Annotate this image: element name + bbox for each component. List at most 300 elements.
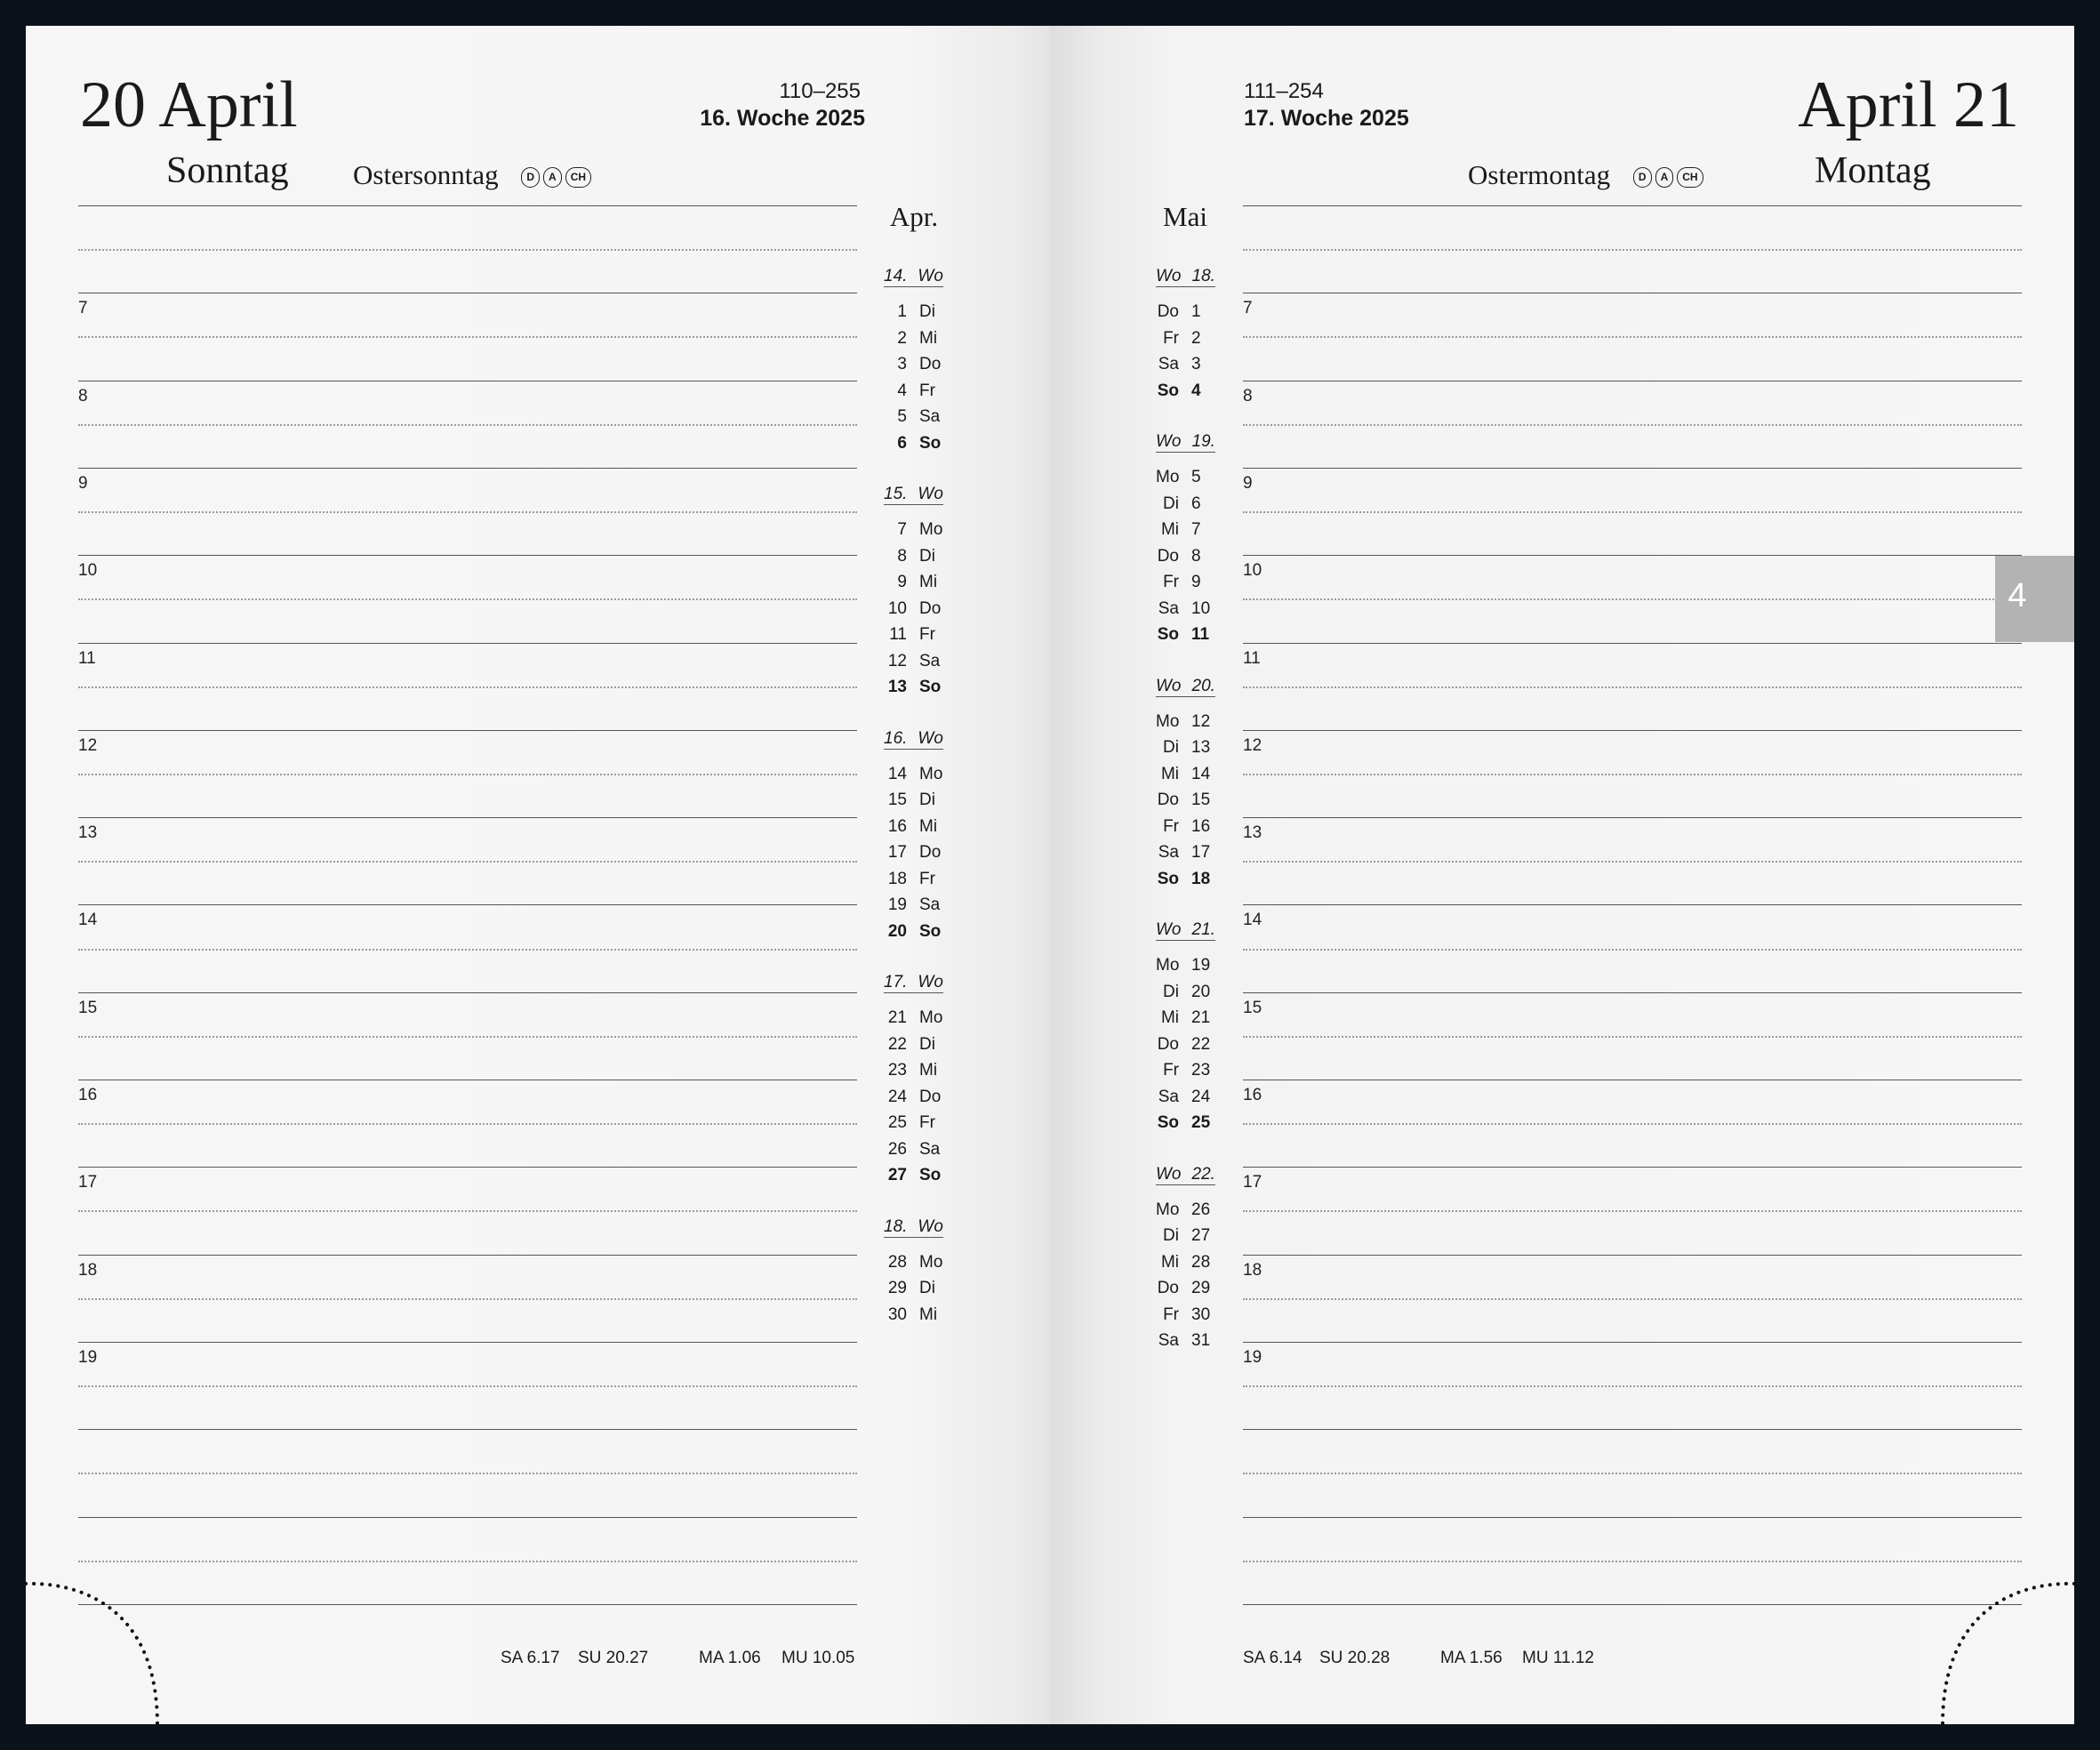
april_calendar-day-name: Mo — [919, 764, 943, 783]
right-dotted-rule — [1243, 1298, 2022, 1300]
right-solid-rule — [1243, 1604, 2022, 1605]
may_calendar-day-row — [1156, 871, 1210, 887]
april_calendar-day-name: Sa — [919, 895, 941, 914]
left-day-number: 20 — [80, 68, 146, 141]
april_calendar-day-name: Mi — [919, 1061, 938, 1080]
left-hour-label: 14 — [78, 911, 98, 930]
right-hour-label: 7 — [1243, 299, 1253, 318]
may_calendar-day-row — [1156, 713, 1210, 730]
left-hour-label: 19 — [78, 1347, 98, 1367]
april_calendar-day-name: Mo — [919, 1252, 943, 1272]
april_calendar-day-row — [884, 844, 941, 861]
april_calendar-day-name: Sa — [919, 407, 941, 426]
april_calendar-day-number: 28 — [887, 1252, 907, 1272]
may_calendar-day-row — [1156, 1114, 1210, 1131]
april_calendar-day-row — [884, 1009, 942, 1026]
left-holiday-name: Ostersonntag — [353, 159, 499, 190]
may_calendar-day-number: 26 — [1191, 1200, 1211, 1219]
month-index-tab[interactable] — [1995, 556, 2074, 642]
may_calendar-day-number: 31 — [1191, 1331, 1211, 1350]
left-solid-rule — [78, 904, 857, 905]
right-hour-label: 12 — [1243, 735, 1262, 755]
may_calendar-day-name: Mo — [1156, 1200, 1180, 1219]
right-hour-label: 9 — [1243, 473, 1253, 493]
right-holiday — [1468, 161, 1703, 189]
april_calendar-week-part: 14. — [884, 267, 908, 285]
april_calendar-day-number: 9 — [897, 573, 907, 591]
may_calendar-day-number: 28 — [1191, 1252, 1211, 1272]
april_calendar-day-number: 18 — [887, 869, 907, 888]
may_calendar-week-part: 22. — [1191, 1164, 1215, 1184]
april_calendar-day-row — [884, 766, 942, 783]
april_calendar-day-name: Fr — [919, 625, 935, 644]
april_calendar-day-row — [884, 408, 940, 425]
right-weekday: Montag — [1815, 150, 1931, 191]
left-hour-label: 18 — [78, 1260, 98, 1280]
right-date-heading — [1798, 68, 2019, 141]
april_calendar-week-part: Wo — [918, 728, 943, 748]
right-month-name: April — [1798, 68, 1937, 141]
left-solid-rule — [78, 730, 857, 731]
left-dotted-rule — [78, 949, 857, 951]
may_calendar-day-number: 9 — [1191, 573, 1201, 591]
april_calendar-day-row — [884, 1306, 937, 1323]
left-dotted-rule — [78, 424, 857, 426]
may_calendar-day-name: Fr — [1163, 573, 1179, 591]
april_calendar-day-number: 17 — [887, 843, 907, 862]
right-solid-rule — [1243, 992, 2022, 993]
may_calendar-day-name: Mo — [1156, 956, 1180, 975]
left-holiday — [353, 161, 591, 189]
may_calendar-day-row — [1156, 495, 1201, 512]
may_calendar-day-name: Di — [1163, 494, 1179, 513]
may_calendar-day-name: Mi — [1160, 520, 1179, 539]
may_calendar-day-name: Mi — [1160, 1008, 1179, 1027]
left-dotted-rule — [78, 511, 857, 513]
may_calendar-day-name: Fr — [1163, 816, 1179, 836]
may_calendar-day-name: Di — [1163, 982, 1179, 1001]
april_calendar-day-number: 24 — [887, 1087, 907, 1106]
may_calendar-week-header — [1156, 268, 1215, 287]
april_calendar-day-row — [884, 791, 935, 808]
april_calendar-day-name: Di — [919, 1279, 935, 1297]
april_calendar-day-row — [884, 678, 941, 695]
may_calendar-day-name: So — [1157, 625, 1179, 644]
right-dotted-rule — [1243, 861, 2022, 863]
april_calendar-day-row — [884, 574, 937, 590]
left-month-name: April — [158, 68, 298, 141]
right-dotted-rule — [1243, 1036, 2022, 1038]
may_calendar-day-number: 1 — [1191, 302, 1201, 321]
left-dotted-rule — [78, 249, 857, 251]
left-moonrise: MA 1.06 — [699, 1649, 761, 1667]
may_calendar-day-number: 23 — [1191, 1061, 1211, 1080]
left-hour-label: 9 — [78, 473, 88, 493]
may_calendar-day-row — [1156, 356, 1201, 373]
april_calendar-day-name: So — [919, 678, 942, 696]
right-dotted-rule — [1243, 774, 2022, 775]
right-dotted-rule — [1243, 1385, 2022, 1387]
left-dotted-rule — [78, 1298, 857, 1300]
may_calendar-day-row — [1156, 1306, 1210, 1323]
may_calendar-day-row — [1156, 1062, 1210, 1079]
left-solid-rule — [78, 555, 857, 556]
april_calendar-day-row — [884, 1114, 935, 1131]
may_calendar-day-name: Sa — [1158, 598, 1179, 618]
left-moonset: MU 10.05 — [781, 1649, 855, 1667]
may_calendar-day-number: 10 — [1191, 598, 1211, 618]
april_calendar-day-row — [884, 871, 935, 887]
april_calendar-week-header — [884, 486, 943, 505]
may_calendar-week-header — [1156, 433, 1215, 453]
left-day-count: 110–255 — [779, 79, 861, 103]
may_calendar-day-row — [1156, 844, 1210, 861]
left-solid-rule — [78, 1604, 857, 1605]
april_calendar-day-name: Mo — [919, 520, 943, 539]
right-solid-rule — [1243, 1517, 2022, 1518]
right-holiday-name: Ostermontag — [1468, 159, 1611, 190]
april_calendar-week-part: Wo — [918, 485, 943, 503]
april_calendar-day-name: Fr — [919, 869, 935, 888]
may_calendar-day-name: Fr — [1163, 328, 1179, 348]
april_calendar-day-number: 8 — [897, 546, 907, 566]
april_calendar-day-number: 26 — [887, 1139, 907, 1159]
may_calendar-week-header — [1156, 1166, 1215, 1185]
left-hour-label: 17 — [78, 1173, 98, 1192]
may_calendar-day-number: 7 — [1191, 520, 1201, 539]
may_calendar-week-header — [1156, 678, 1215, 697]
april_calendar-day-number: 19 — [887, 895, 907, 914]
may_calendar-day-name: Do — [1157, 302, 1179, 321]
left-sunrise: SA 6.17 — [501, 1649, 560, 1667]
right-hour-label: 16 — [1243, 1086, 1262, 1104]
right-badge-ch: CH — [1677, 167, 1703, 188]
april_calendar-day-name: Mo — [919, 1008, 943, 1027]
left-badge-ch: CH — [565, 167, 591, 188]
right-sunrise: SA 6.14 — [1243, 1649, 1302, 1667]
april_calendar-day-name: Do — [919, 598, 942, 618]
may_calendar-day-row — [1156, 626, 1209, 643]
right-hour-label: 8 — [1243, 386, 1253, 405]
may_calendar-day-number: 11 — [1191, 625, 1210, 644]
may_calendar-day-name: Mi — [1160, 1252, 1179, 1272]
april_calendar-day-name: Mi — [919, 816, 938, 836]
may_calendar-day-row — [1156, 574, 1201, 590]
april_calendar-day-name: So — [919, 433, 942, 453]
may_calendar-day-number: 12 — [1191, 711, 1211, 731]
may_calendar-day-number: 24 — [1191, 1087, 1211, 1106]
april_calendar-day-name: Di — [919, 791, 935, 809]
april_calendar-week-header — [884, 974, 943, 993]
april_calendar-day-row — [884, 653, 940, 670]
right-dotted-rule — [1243, 249, 2022, 251]
may_calendar-day-number: 27 — [1191, 1226, 1211, 1245]
left-weekday: Sonntag — [166, 150, 289, 191]
april_calendar-day-name: Di — [919, 302, 935, 321]
may_calendar-day-name: Fr — [1163, 1061, 1179, 1080]
may_calendar-day-number: 22 — [1191, 1034, 1211, 1054]
may_calendar-day-number: 19 — [1191, 956, 1211, 975]
april_calendar-day-number: 7 — [897, 520, 907, 539]
april_calendar-day-row — [884, 1088, 941, 1105]
april_calendar-day-name: Di — [919, 1034, 935, 1054]
may_calendar-week-part: Wo — [1156, 1164, 1182, 1184]
right-dotted-rule — [1243, 511, 2022, 513]
right-dotted-rule — [1243, 1210, 2022, 1212]
right-day-count: 111–254 — [1244, 79, 1324, 103]
april_calendar-week-header — [884, 730, 943, 750]
may_calendar-week-part: 18. — [1191, 267, 1215, 285]
may_calendar-day-number: 18 — [1191, 869, 1211, 888]
april_calendar-week-part: 18. — [884, 1216, 908, 1236]
may_calendar-day-row — [1156, 548, 1201, 565]
right-page-corner-perforation — [1932, 1582, 2074, 1724]
april_calendar-week-header — [884, 268, 943, 287]
may_calendar-week-part: Wo — [1156, 920, 1182, 939]
left-solid-rule — [78, 992, 857, 993]
right-solid-rule — [1243, 1429, 2022, 1430]
may_calendar-day-number: 13 — [1191, 738, 1211, 757]
may_calendar-day-number: 3 — [1191, 355, 1201, 373]
left-solid-rule — [78, 205, 857, 206]
april_calendar-day-name: Mi — [919, 328, 938, 348]
right-solid-rule — [1243, 1342, 2022, 1343]
may_calendar-day-row — [1156, 1036, 1210, 1053]
may_calendar-day-name: Sa — [1158, 1087, 1179, 1106]
left-dotted-rule — [78, 1123, 857, 1125]
april_calendar-day-name: Di — [919, 546, 935, 566]
left-dotted-rule — [78, 1210, 857, 1212]
may_calendar-day-row — [1156, 766, 1210, 783]
right-solid-rule — [1243, 1255, 2022, 1256]
april_calendar-day-row — [884, 626, 935, 643]
april_calendar-day-number: 15 — [887, 791, 907, 809]
april_calendar-day-number: 1 — [897, 302, 907, 321]
left-solid-rule — [78, 468, 857, 469]
april_calendar-day-number: 2 — [897, 328, 907, 348]
april_calendar-day-row — [884, 435, 941, 452]
april_calendar-week-part: 15. — [884, 485, 908, 503]
may_calendar-day-row — [1156, 1201, 1210, 1218]
may_calendar-day-name: Fr — [1163, 1304, 1179, 1324]
may_calendar-day-number: 16 — [1191, 816, 1211, 836]
april_calendar-day-row — [884, 923, 941, 940]
left-solid-rule — [78, 817, 857, 818]
april_calendar-day-name: So — [919, 921, 942, 941]
left-dotted-rule — [78, 774, 857, 775]
may_calendar-week-part: 21. — [1191, 920, 1215, 939]
april_calendar-day-row — [884, 1036, 935, 1053]
left-hour-label: 7 — [78, 299, 88, 318]
right-hour-label: 19 — [1243, 1347, 1262, 1367]
right-hour-label: 10 — [1243, 561, 1262, 581]
right-sunset: SU 20.28 — [1319, 1649, 1391, 1667]
april_calendar-day-row — [884, 1062, 937, 1079]
right-page — [1050, 26, 2074, 1724]
right-week-label: 17. Woche 2025 — [1244, 106, 1409, 131]
april_calendar-day-number: 14 — [887, 764, 907, 783]
april_calendar-day-row — [884, 1141, 940, 1158]
april_calendar-day-name: So — [919, 1166, 942, 1184]
april_calendar-day-row — [884, 382, 935, 399]
right-badge-a: A — [1655, 167, 1674, 188]
right-dotted-rule — [1243, 424, 2022, 426]
right-dotted-rule — [1243, 686, 2022, 688]
april_calendar-day-number: 23 — [887, 1061, 907, 1080]
may_calendar-day-row — [1156, 521, 1201, 538]
left-dotted-rule — [78, 336, 857, 338]
right-dotted-rule — [1243, 1123, 2022, 1125]
april_calendar-week-header — [884, 1218, 943, 1238]
april_calendar-day-number: 4 — [897, 381, 907, 400]
april_calendar-week-part: Wo — [918, 267, 943, 285]
april_calendar-week-part: 17. — [884, 973, 908, 991]
may_calendar-day-name: Do — [1157, 1279, 1179, 1297]
april_calendar-day-name: Sa — [919, 651, 941, 670]
april_calendar-day-number: 22 — [887, 1034, 907, 1054]
may_calendar-day-row — [1156, 469, 1201, 486]
april_calendar-day-number: 3 — [897, 355, 907, 373]
right-solid-rule — [1243, 1167, 2022, 1168]
may_calendar-day-name: Sa — [1158, 843, 1179, 862]
month-index-tab-label: 4 — [2008, 577, 2027, 614]
may_calendar-day-row — [1156, 1009, 1210, 1026]
april_calendar-day-row — [884, 330, 937, 347]
may_calendar-day-row — [1156, 1088, 1210, 1105]
may_calendar-day-number: 4 — [1191, 381, 1201, 400]
may_calendar-day-number: 14 — [1191, 764, 1211, 783]
left-solid-rule — [78, 1342, 857, 1343]
right-day-number: 21 — [1953, 68, 2019, 141]
right-dotted-rule — [1243, 336, 2022, 338]
may_calendar-day-name: Mo — [1156, 468, 1180, 486]
may_calendar-day-name: So — [1157, 1113, 1179, 1132]
right-hour-label: 17 — [1243, 1173, 1262, 1192]
left-dotted-rule — [78, 861, 857, 863]
right-solid-rule — [1243, 904, 2022, 905]
left-hour-label: 8 — [78, 386, 88, 405]
left-solid-rule — [78, 1167, 857, 1168]
april_calendar-day-number: 27 — [887, 1166, 907, 1184]
may_calendar-day-row — [1156, 1280, 1210, 1296]
left-dotted-rule — [78, 1561, 857, 1562]
right-hour-label: 13 — [1243, 823, 1262, 843]
april_calendar-day-row — [884, 1167, 941, 1184]
left-dotted-rule — [78, 1385, 857, 1387]
right-solid-rule — [1243, 555, 2022, 556]
left-solid-rule — [78, 1517, 857, 1518]
right-hour-label: 15 — [1243, 998, 1262, 1017]
may_calendar-day-name: Sa — [1158, 1331, 1179, 1350]
may_calendar-day-name: Do — [1157, 1034, 1179, 1054]
left-solid-rule — [78, 1429, 857, 1430]
april_calendar-day-number: 12 — [887, 651, 907, 670]
may_calendar-day-name: Sa — [1158, 355, 1179, 373]
may_calendar-day-row — [1156, 303, 1201, 320]
april_calendar-day-number: 5 — [897, 407, 907, 426]
left-dotted-rule — [78, 1036, 857, 1038]
may_calendar-day-row — [1156, 791, 1210, 808]
april_calendar-week-part: 16. — [884, 728, 908, 748]
april_calendar-day-name: Fr — [919, 381, 935, 400]
right-solid-rule — [1243, 205, 2022, 206]
left-solid-rule — [78, 643, 857, 644]
left-hour-label: 10 — [78, 561, 98, 581]
may_calendar-week-header — [1156, 921, 1215, 941]
may_calendar-day-number: 25 — [1191, 1113, 1211, 1132]
may_calendar-day-number: 21 — [1191, 1008, 1211, 1027]
april_calendar-day-name: Do — [919, 1087, 942, 1106]
left-sunset: SU 20.27 — [578, 1649, 649, 1667]
right-solid-rule — [1243, 817, 2022, 818]
may_calendar-week-part: Wo — [1156, 676, 1182, 695]
left-hour-label: 16 — [78, 1086, 98, 1104]
right-dotted-rule — [1243, 949, 2022, 951]
april_calendar-day-name: Do — [919, 355, 942, 373]
left-solid-rule — [78, 1255, 857, 1256]
may_calendar-day-number: 20 — [1191, 982, 1211, 1001]
may_calendar-day-number: 15 — [1191, 791, 1211, 809]
april_calendar-day-row — [884, 600, 941, 617]
may_calendar-day-name: Mo — [1156, 711, 1180, 731]
may_calendar-day-row — [1156, 983, 1210, 1000]
april_calendar-day-name: Mi — [919, 1304, 938, 1324]
right-hour-label: 11 — [1243, 648, 1261, 668]
left-hour-label: 11 — [78, 648, 96, 668]
left-date-heading — [80, 68, 298, 141]
april_calendar-day-row — [884, 818, 937, 835]
april_calendar-day-row — [884, 303, 935, 320]
left-hour-label: 13 — [78, 823, 98, 843]
left-hour-label: 15 — [78, 998, 98, 1017]
april_calendar-day-number: 29 — [887, 1279, 907, 1297]
april_calendar-day-row — [884, 356, 941, 373]
april_calendar-day-name: Fr — [919, 1113, 935, 1132]
may_calendar-week-part: 20. — [1191, 676, 1215, 695]
may_calendar-day-number: 30 — [1191, 1304, 1211, 1324]
may_calendar-day-row — [1156, 382, 1201, 399]
may_calendar-day-name: Do — [1157, 791, 1179, 809]
april_calendar-week-part: Wo — [918, 973, 943, 991]
april_calendar-day-row — [884, 1254, 942, 1271]
may_calendar-day-row — [1156, 957, 1210, 974]
left-page-corner-perforation — [26, 1582, 168, 1724]
may_calendar-week-part: Wo — [1156, 267, 1182, 285]
april_calendar-day-number: 21 — [887, 1008, 907, 1027]
april_calendar-day-row — [884, 521, 942, 538]
right-badge-d: D — [1633, 167, 1652, 188]
may_calendar-day-name: Mi — [1160, 764, 1179, 783]
april_calendar-day-number: 16 — [887, 816, 907, 836]
april_calendar-day-number: 25 — [887, 1113, 907, 1132]
right-moonrise: MA 1.56 — [1440, 1649, 1503, 1667]
april_calendar-day-number: 11 — [889, 625, 907, 644]
right-hour-label: 18 — [1243, 1260, 1262, 1280]
left-dotted-rule — [78, 686, 857, 688]
may_calendar-day-row — [1156, 1227, 1210, 1244]
left-badge-d: D — [521, 167, 540, 188]
right-solid-rule — [1243, 643, 2022, 644]
may_calendar-day-number: 6 — [1191, 494, 1201, 513]
april_calendar-week-part: Wo — [918, 1216, 943, 1236]
left-dotted-rule — [78, 1473, 857, 1474]
april_calendar-day-name: Do — [919, 843, 942, 862]
may_calendar-day-number: 17 — [1191, 843, 1211, 862]
april_calendar-day-number: 30 — [887, 1304, 907, 1324]
right-solid-rule — [1243, 730, 2022, 731]
may_calendar-day-name: Di — [1163, 738, 1179, 757]
left-hour-label: 12 — [78, 735, 98, 755]
